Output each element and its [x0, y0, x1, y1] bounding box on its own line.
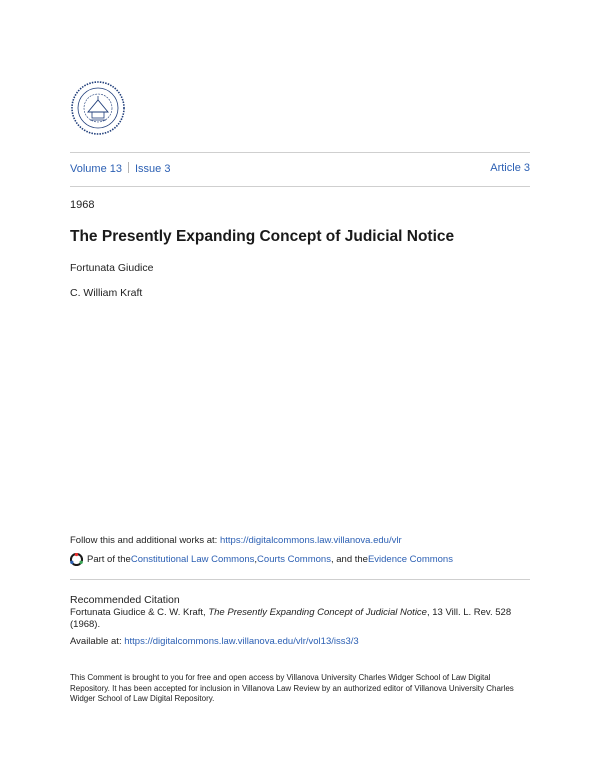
- article-url-link[interactable]: https://digitalcommons.law.villanova.edu/vlr/vol13/iss3/3: [124, 636, 359, 647]
- recommended-citation-heading: Recommended Citation: [70, 594, 180, 606]
- part-of-line: [70, 553, 453, 566]
- header-divider: [70, 186, 530, 187]
- courts-commons-link[interactable]: Courts Commons: [257, 554, 331, 565]
- volume-issue-bar: [70, 162, 530, 178]
- volume-link[interactable]: Volume 13: [70, 163, 122, 175]
- volume-issue-separator: [128, 162, 129, 173]
- citation-divider: [70, 579, 530, 580]
- repository-disclaimer: This Comment is brought to you for free and open access by Villanova University Charles Widger School of Law Digital Repository. It has been accepted for inclusion in Villanova Law Review by an authorized editor of Villanova University Charles Widger School of Law Digital Repository.: [70, 673, 514, 703]
- part-of-and: , and the: [330, 554, 368, 565]
- collection-url-link[interactable]: https://digitalcommons.law.villanova.edu/vlr: [219, 535, 402, 546]
- citation-text: [70, 607, 540, 631]
- follow-prefix: Follow this and additional works at:: [70, 535, 220, 546]
- available-prefix: Available at:: [70, 636, 125, 647]
- issue-link[interactable]: Issue 3: [134, 163, 171, 175]
- network-icon: [70, 553, 83, 566]
- follow-line: [70, 535, 402, 546]
- university-seal-icon: [70, 80, 126, 136]
- constitutional-law-commons-link[interactable]: Constitutional Law Commons: [130, 554, 255, 565]
- article-title: The Presently Expanding Concept of Judicial Notice: [70, 228, 455, 245]
- article-link[interactable]: Article 3: [490, 162, 530, 174]
- citation-rest: , 13 Vill. L. Rev. 528 (1968).: [70, 607, 512, 630]
- author-name: Fortunata Giudice: [70, 262, 154, 274]
- top-divider: [70, 152, 530, 153]
- part-of-prefix: Part of the: [87, 554, 131, 565]
- volume-issue-links: [70, 162, 170, 175]
- available-at-line: [70, 636, 359, 647]
- author-name: C. William Kraft: [70, 287, 143, 299]
- citation-title: The Presently Expanding Concept of Judicial Notice: [208, 607, 427, 618]
- evidence-commons-link[interactable]: Evidence Commons: [367, 554, 453, 565]
- part-of-comma: ,: [254, 554, 258, 565]
- citation-authors: Fortunata Giudice & C. W. Kraft,: [70, 607, 209, 618]
- publication-year: 1968: [70, 199, 95, 211]
